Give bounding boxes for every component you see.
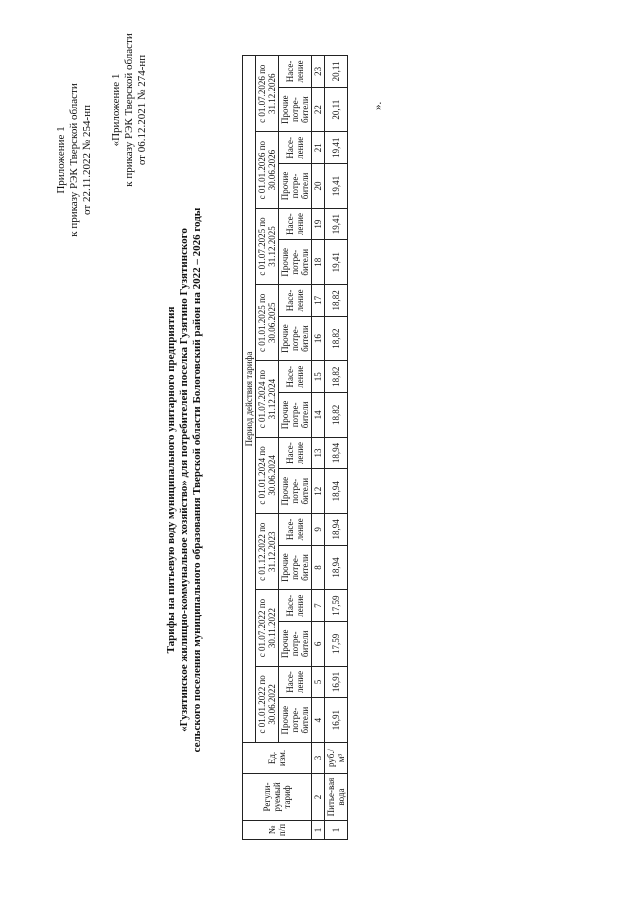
row-name: Питье-вая вода — [325, 774, 348, 821]
value-cell: 19,41 — [325, 164, 348, 209]
num-cell: 14 — [312, 393, 325, 438]
sub-pop: Насе-ление — [279, 437, 312, 469]
num-cell: 23 — [312, 56, 325, 88]
sub-pop: Насе-ление — [279, 208, 312, 240]
sub-other: Прочие потре-бители — [279, 469, 312, 514]
sub-other: Прочие потре-бители — [279, 87, 312, 132]
appendix-old-line3: от 06.12.2021 № 274-нп — [136, 54, 148, 166]
sub-pop: Насе-ление — [279, 361, 312, 393]
value-cell: 18,82 — [325, 361, 348, 393]
title-line1: Тарифы на питьевую воду муниципального унитарного предприятия — [165, 306, 177, 654]
appendix-new-line1: Приложение 1 — [55, 126, 67, 194]
title-line3: сельского поселения муниципального образования Тверской области Бологовский район на 2022 – 2026 годы — [191, 207, 203, 753]
value-cell: 20,11 — [325, 87, 348, 132]
table-row — [325, 56, 348, 840]
num-cell: 19 — [312, 208, 325, 240]
period-7: с 01.01.2026 по 30.06.2026 — [256, 132, 279, 208]
sub-other: Прочие потре-бители — [279, 316, 312, 361]
tariff-table-wrap — [242, 55, 348, 840]
num-cell: 18 — [312, 240, 325, 285]
num-cell: 1 — [312, 821, 325, 840]
num-cell: 9 — [312, 514, 325, 546]
sub-pop: Насе-ление — [279, 666, 312, 698]
sub-pop: Насе-ление — [279, 590, 312, 622]
value-cell: 18,94 — [325, 545, 348, 590]
value-cell: 17,59 — [325, 621, 348, 666]
period-header: Период действия тарифа — [243, 56, 256, 743]
value-cell: 18,82 — [325, 316, 348, 361]
col-unit-header: Ед. изм. — [243, 743, 312, 774]
num-cell: 8 — [312, 545, 325, 590]
num-cell: 5 — [312, 666, 325, 698]
value-cell: 19,41 — [325, 240, 348, 285]
value-cell: 18,82 — [325, 393, 348, 438]
sub-other: Прочие потре-бители — [279, 621, 312, 666]
num-cell: 17 — [312, 285, 325, 317]
sub-pop: Насе-ление — [279, 132, 312, 164]
period-8: с 01.07.2026 по 31.12.2026 — [256, 56, 279, 133]
appendix-old-line1: «Приложение 1 — [110, 73, 122, 147]
num-cell: 15 — [312, 361, 325, 393]
value-cell: 18,94 — [325, 514, 348, 546]
appendix-old-line2: к приказу РЭК Тверской области — [123, 33, 135, 187]
value-cell: 18,82 — [325, 285, 348, 317]
num-cell: 20 — [312, 164, 325, 209]
sub-pop: Насе-ление — [279, 56, 312, 88]
period-0: с 01.01.2022 по 30.06.2022 — [256, 666, 279, 742]
title-line2: «Гузятинское жилищно-коммунальное хозяйство» для потребителей поселка Гузятино Гузятинского — [178, 228, 190, 732]
num-cell: 4 — [312, 698, 325, 743]
tariff-table — [242, 55, 348, 840]
num-cell: 7 — [312, 590, 325, 622]
period-1: с 01.07.2022 по 30.11.2022 — [256, 590, 279, 666]
numbering-row — [312, 56, 325, 840]
value-cell: 20,11 — [325, 56, 348, 88]
row-unit: руб./м³ — [325, 743, 348, 774]
sub-other: Прочие потре-бители — [279, 545, 312, 590]
value-cell: 19,41 — [325, 208, 348, 240]
num-cell: 16 — [312, 316, 325, 361]
period-4: с 01.07.2024 по 31.12.2024 — [256, 361, 279, 437]
sub-pop: Насе-ление — [279, 285, 312, 317]
closing-mark: ». — [372, 101, 384, 110]
num-cell: 2 — [312, 774, 325, 821]
sub-other: Прочие потре-бители — [279, 164, 312, 209]
row-number: 1 — [325, 821, 348, 840]
sub-other: Прочие потре-бители — [279, 240, 312, 285]
period-3: с 01.01.2024 по 30.06.2024 — [256, 437, 279, 513]
appendix-new-line3: от 22.11.2022 № 254-нп — [81, 105, 93, 215]
num-cell: 22 — [312, 87, 325, 132]
col-tariff-header: Регули-руемый тариф — [243, 774, 312, 821]
period-2: с 01.12.2022 по 31.12.2023 — [256, 514, 279, 590]
appendix-new-line2: к приказу РЭК Тверской области — [68, 83, 80, 237]
sub-other: Прочие потре-бители — [279, 393, 312, 438]
value-cell: 19,41 — [325, 132, 348, 164]
value-cell: 16,91 — [325, 666, 348, 698]
num-cell: 6 — [312, 621, 325, 666]
period-6: с 01.07.2025 по 31.12.2025 — [256, 208, 279, 284]
num-cell: 13 — [312, 437, 325, 469]
value-cell: 18,94 — [325, 437, 348, 469]
appendix-old-block — [110, 25, 149, 195]
value-cell: 16,91 — [325, 698, 348, 743]
sub-other: Прочие потре-бители — [279, 698, 312, 743]
value-cell: 18,94 — [325, 469, 348, 514]
document-title — [165, 150, 204, 810]
sub-pop: Насе-ление — [279, 514, 312, 546]
num-cell: 12 — [312, 469, 325, 514]
col-no-header: № п/п — [243, 821, 312, 840]
appendix-new-block — [55, 50, 94, 270]
value-cell: 17,59 — [325, 590, 348, 622]
period-5: с 01.01.2025 по 30.06.2025 — [256, 285, 279, 361]
num-cell: 21 — [312, 132, 325, 164]
num-cell: 3 — [312, 743, 325, 774]
